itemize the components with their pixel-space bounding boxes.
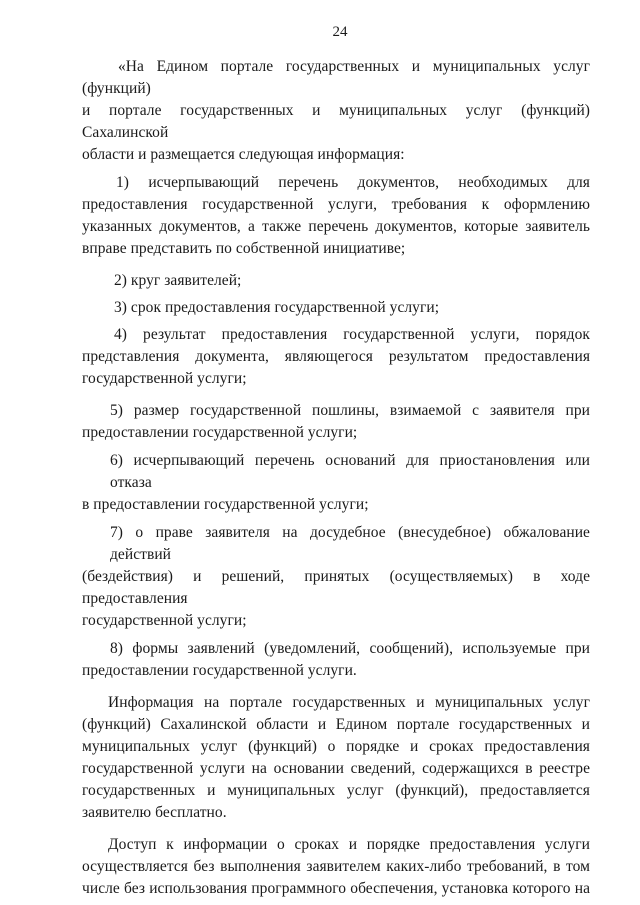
text-line: 3) срок предоставления государственной услуги; (114, 299, 440, 316)
text-line: предоставления государственной услуги, требования к оформлению (82, 196, 590, 213)
text-line: государственных и муниципальных услуг (функций), предоставляется (82, 782, 590, 799)
text-line: государственной услуги на основании сведений, содержащихся в реестре (82, 760, 590, 777)
text-line: в предоставлении государственной услуги; (82, 496, 369, 513)
text-line: заявителю бесплатно. (82, 804, 227, 821)
text-line: 7) о праве заявителя на досудебное (внесудебное) обжалование действий (110, 524, 590, 563)
text-line: 8) формы заявлений (уведомлений, сообщений), используемые при (110, 640, 590, 657)
text-line: указанных документов, а также перечень документов, которые заявитель (82, 218, 590, 235)
text-line: области и размещается следующая информация: (82, 146, 405, 163)
text-line: 4) результат предоставления государственной услуги, порядок (114, 326, 590, 343)
paragraph-intro (82, 56, 590, 166)
paragraph-access (82, 834, 590, 900)
list-item-3 (82, 297, 590, 319)
text-line: государственной услуги; (82, 612, 247, 629)
list-item-2 (82, 270, 590, 292)
text-line: Информация на портале государственных и муниципальных услуг (108, 694, 590, 711)
text-line: (функций) Сахалинской области и Едином портале государственных и (82, 716, 590, 733)
list-item-8 (82, 638, 590, 682)
text-line: 6) исчерпывающий перечень оснований для приостановления или отказа (110, 452, 590, 491)
page-number: 24 (332, 24, 348, 40)
list-item-6 (82, 450, 590, 516)
list-item-7 (82, 522, 590, 632)
list-item-4 (82, 324, 590, 390)
text-line: предоставлении государственной услуги; (82, 424, 358, 441)
text-line: предоставлении государственной услуги. (82, 662, 357, 679)
text-line: представления документа, являющегося результатом предоставления (82, 348, 590, 365)
text-line: (бездействия) и решений, принятых (осуществляемых) в ходе предоставления (82, 568, 590, 607)
text-line: осуществляется без выполнения заявителем каких-либо требований, в том (82, 858, 590, 875)
text-line: 5) размер государственной пошлины, взимаемой с заявителя при (110, 402, 590, 419)
list-item-1 (82, 172, 590, 260)
text-line: 2) круг заявителей; (114, 272, 242, 289)
text-line: «На Едином портале государственных и муниципальных услуг (функций) (82, 58, 590, 97)
text-line: числе без использования программного обеспечения, установка которого на (82, 880, 590, 897)
text-line: 1) исчерпывающий перечень документов, необходимых для (116, 174, 590, 191)
text-line: и портале государственных и муниципальных услуг (функций) Сахалинской (82, 102, 590, 141)
text-line: государственной услуги; (82, 370, 247, 387)
list-item-5 (82, 400, 590, 444)
page-content (82, 56, 590, 900)
paragraph-info-free (82, 692, 590, 824)
text-line: вправе представить по собственной инициативе; (82, 240, 406, 257)
text-line: муниципальных услуг (функций) о порядке и сроках предоставления (82, 738, 590, 755)
text-line: Доступ к информации о сроках и порядке предоставления услуги (108, 836, 590, 853)
